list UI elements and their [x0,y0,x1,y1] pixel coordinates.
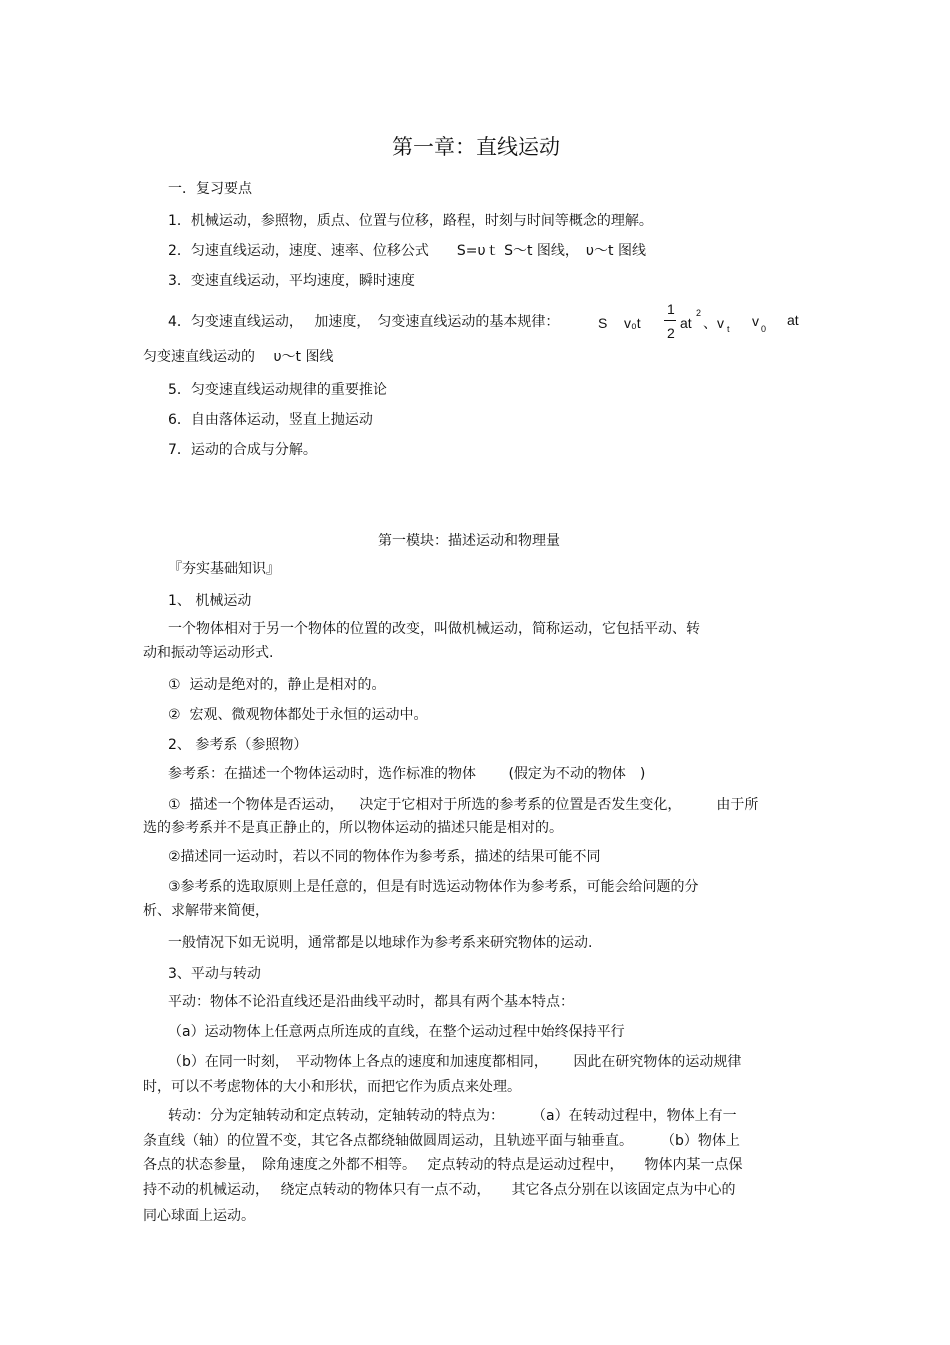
body-line: 转动：分为定轴转动和定点转动，定轴转动的特点为： （a）在转动过程中，物体上有一 [168,1108,737,1124]
formula-vt: 、v [703,315,724,331]
formula-numerator: 1 [667,301,675,317]
formula-v: v [752,313,759,329]
chapter-title: 第一章：直线运动 [392,135,560,159]
review-item: 匀变速直线运动的 υ～t 图线 [143,349,334,365]
body-line: 参考系：在描述一个物体运动时，选作标准的物体 (假定为不动的物体 ) [168,766,646,782]
formula-at2: at [787,312,799,328]
formula-t-subscript: t [727,324,730,334]
review-item: 7．运动的合成与分解。 [168,442,317,458]
body-line: 动和振动等运动形式. [143,645,274,661]
formula-s: S [598,315,608,331]
body-line: 平动：物体不论沿直线还是沿曲线平动时，都具有两个基本特点： [168,994,574,1010]
body-line: 选的参考系并不是真正静止的，所以物体运动的描述只能是相对的。 [143,820,563,836]
module-title: 第一模块：描述运动和物理量 [378,533,560,549]
body-line: ② 宏观、微观物体都处于永恒的运动中。 [168,707,428,723]
body-line: 一般情况下如无说明，通常都是以地球作为参考系来研究物体的运动. [168,935,593,951]
review-item: 6．自由落体运动，竖直上抛运动 [168,412,373,428]
review-item: 5．匀变速直线运动规律的重要推论 [168,382,387,398]
body-line: 析、求解带来简便， [143,903,269,919]
body-line: （b）在同一时刻， 平动物体上各点的速度和加速度都相同， 因此在研究物体的运动规律 [168,1054,742,1070]
body-line: ②描述同一运动时，若以不同的物体作为参考系，描述的结果可能不同 [168,849,601,865]
body-line: 一个物体相对于另一个物体的位置的改变，叫做机械运动，简称运动，它包括平动、转 [168,621,700,637]
body-line: 各点的状态参量， 除角速度之外都不相等。 定点转动的特点是运动过程中， 物体内某一点保 [143,1157,743,1173]
review-item: 4．匀变速直线运动， 加速度， 匀变速直线运动的基本规律： [168,314,560,330]
body-line: ① 描述一个物体是否运动， 决定于它相对于所选的参考系的位置是否发生变化， 由于所 [168,797,759,813]
review-item: 3．变速直线运动，平均速度，瞬时速度 [168,273,415,289]
review-item: 2．匀速直线运动，速度、速率、位移公式 S=υｔ S～t 图线， υ～t 图线 [168,243,646,259]
review-heading: 一．复习要点 [168,181,252,197]
body-line: （a）运动物体上任意两点所连成的直线，在整个运动过程中始终保持平行 [168,1024,625,1040]
formula-v0t: v₀t [624,315,641,331]
body-line: 1、 机械运动 [168,593,252,609]
body-line: 时，可以不考虑物体的大小和形状，而把它作为质点来处理。 [143,1079,521,1095]
body-line: 2、 参考系（参照物） [168,737,308,753]
body-line: ③参考系的选取原则上是任意的，但是有时选运动物体作为参考系，可能会给问题的分 [168,879,699,895]
formula-zero-subscript: 0 [761,324,767,334]
fraction-bar [664,320,676,321]
formula-denominator: 2 [667,325,675,341]
body-line: 3、平动与转动 [168,966,261,982]
body-line: ① 运动是绝对的，静止是相对的。 [168,677,386,693]
body-line: 持不动的机械运动， 绕定点转动的物体只有一点不动， 其它各点分别在以该固定点为中心的 [143,1182,736,1198]
formula-square: 2 [696,308,702,318]
review-item: 1．机械运动，参照物，质点、位置与位移，路程，时刻与时间等概念的理解。 [168,213,653,229]
formula-at: at [680,315,692,331]
foundation-heading: 『夯实基础知识』 [168,561,280,577]
body-line: 条直线（轴）的位置不变，其它各点都绕轴做圆周运动，且轨迹平面与轴垂直。 （b）物体上 [143,1133,740,1149]
body-line: 同心球面上运动。 [143,1208,255,1224]
